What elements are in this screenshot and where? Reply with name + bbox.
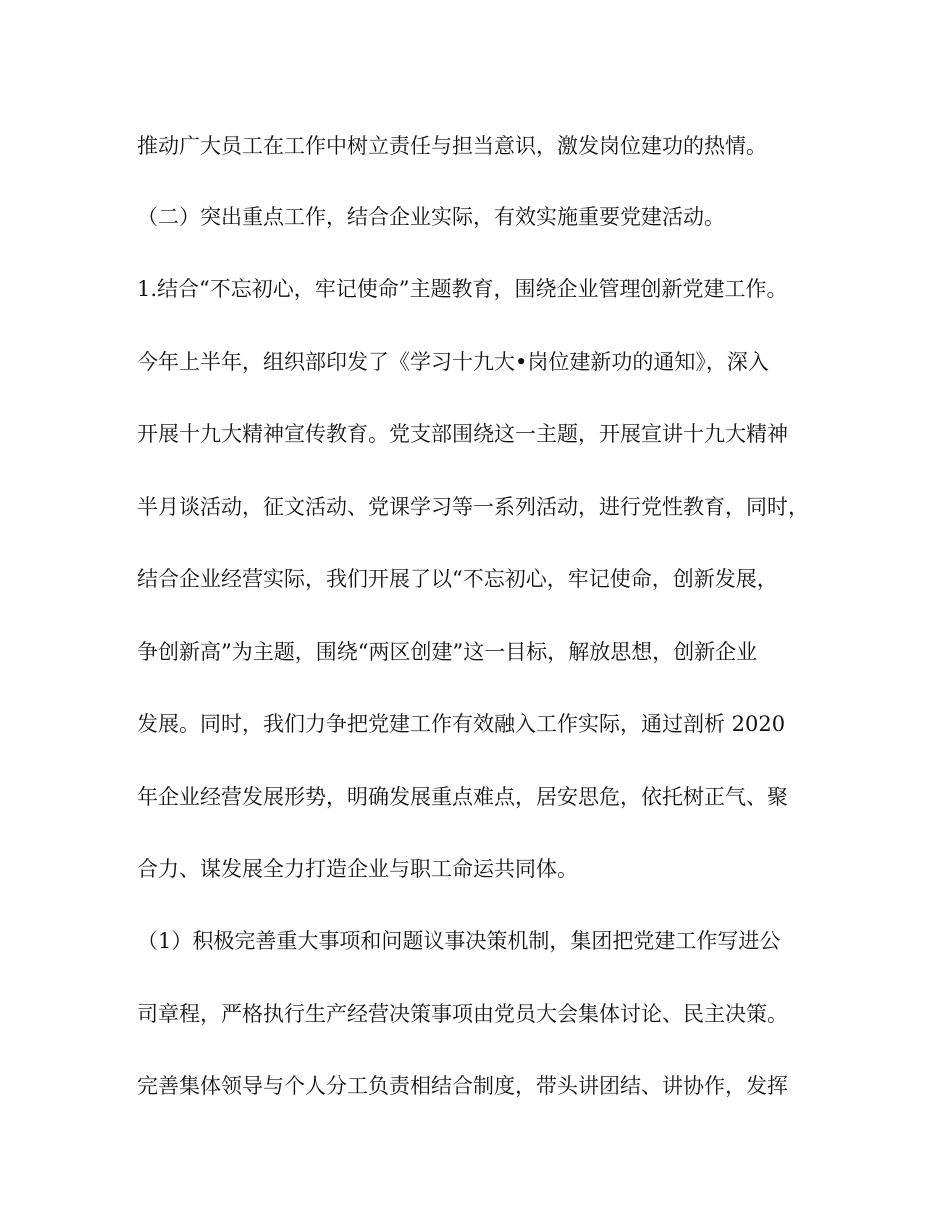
paragraph-line: 司章程，严格执行生产经营决策事项由党员大会集体讨论、民主决策。 xyxy=(137,1002,788,1026)
section-heading: （二）突出重点工作，结合企业实际，有效实施重要党建活动。 xyxy=(137,205,725,229)
subsection-heading: 1.结合“不忘初心，牢记使命”主题教育，围绕企业管理创新党建工作。 xyxy=(137,277,788,301)
paragraph-line: 今年上半年，组织部印发了《学习十九大•岗位建新功的通知》，深入 xyxy=(137,350,769,374)
paragraph-line: 推动广大员工在工作中树立责任与担当意识，激发岗位建功的热情。 xyxy=(137,134,767,158)
paragraph-line: 结合企业经营实际，我们开展了以“不忘初心，牢记使命，创新发展， xyxy=(137,567,778,591)
paragraph-line: 完善集体领导与个人分工负责相结合制度，带头讲团结、讲协作，发挥 xyxy=(137,1074,788,1098)
paragraph-line: 年企业经营发展形势，明确发展重点难点，居安思危，依托树正气、聚 xyxy=(137,785,788,809)
paragraph-line: 开展十九大精神宣传教育。党支部围绕这一主题，开展宣讲十九大精神 xyxy=(137,422,788,446)
paragraph-line: 争创新高”为主题，围绕“两区创建”这一目标，解放思想，创新企业 xyxy=(137,640,758,664)
numbered-item-line: （1）积极完善重大事项和问题议事决策机制，集团把党建工作写进公 xyxy=(137,929,781,953)
paragraph-line: 合力、谋发展全力打造企业与职工命运共同体。 xyxy=(137,857,578,881)
paragraph-line: 半月谈活动，征文活动、党课学习等一系列活动，进行党性教育，同时， xyxy=(137,495,809,519)
paragraph-line: 发展。同时，我们力争把党建工作有效融入工作实际，通过剖析 2020 xyxy=(137,712,786,736)
